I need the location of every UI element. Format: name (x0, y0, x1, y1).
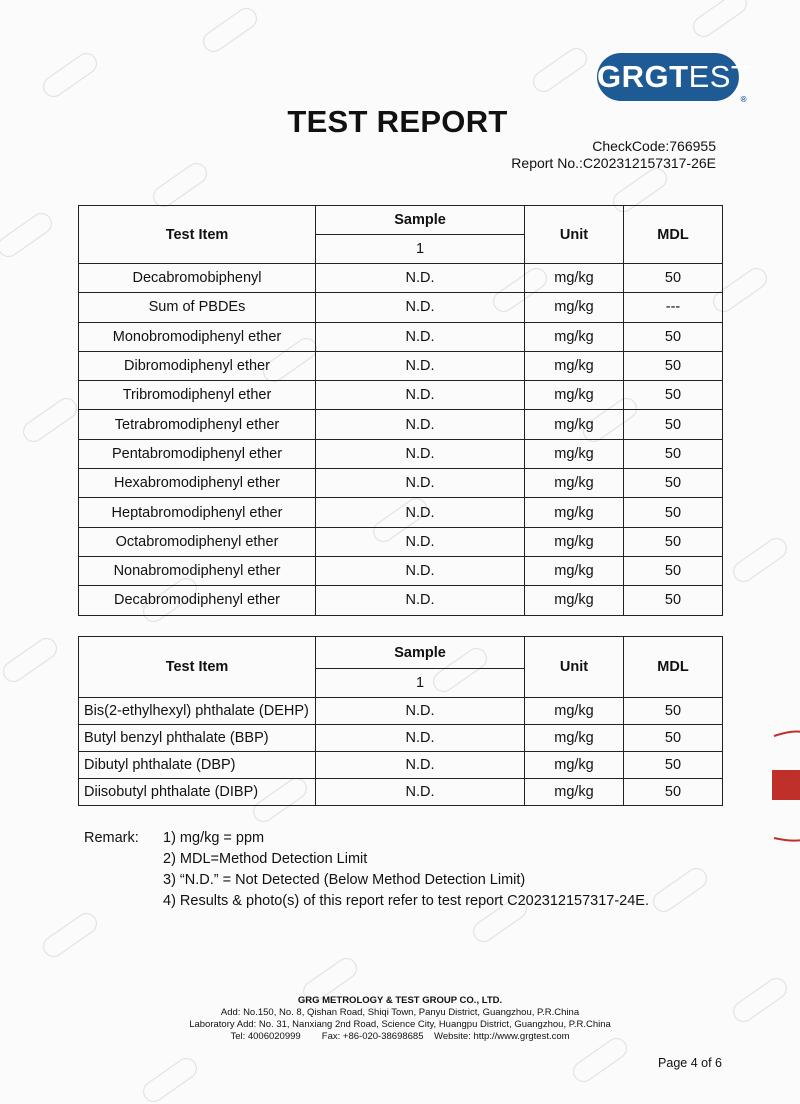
result-cell: N.D. (316, 439, 525, 468)
result-cell: N.D. (316, 527, 525, 556)
mdl-cell: 50 (624, 498, 723, 527)
table-row (79, 698, 723, 725)
unit-cell: mg/kg (525, 322, 624, 351)
unit-cell: mg/kg (525, 264, 624, 293)
stamp-fragment (772, 730, 800, 849)
table-row (79, 410, 723, 439)
table-row (79, 752, 723, 779)
unit-cell: mg/kg (525, 556, 624, 585)
result-cell: N.D. (316, 725, 525, 752)
unit-cell: mg/kg (525, 351, 624, 380)
table-row (79, 322, 723, 351)
result-cell: N.D. (316, 556, 525, 585)
mdl-cell: 50 (624, 752, 723, 779)
mdl-cell: 50 (624, 410, 723, 439)
mdl-cell: 50 (624, 381, 723, 410)
result-cell: N.D. (316, 293, 525, 322)
mdl-cell: 50 (624, 556, 723, 585)
report-number: Report No.:C202312157317-26E (511, 155, 716, 171)
test-item-cell: Pentabromodiphenyl ether (79, 439, 316, 468)
table-row (79, 381, 723, 410)
pbde-results-table (78, 205, 723, 616)
test-item-cell: Bis(2-ethylhexyl) phthalate (DEHP) (79, 698, 316, 725)
test-item-cell: Octabromodiphenyl ether (79, 527, 316, 556)
header-mdl: MDL (624, 637, 723, 698)
remarks-section (84, 828, 649, 912)
page-title: TEST REPORT (287, 104, 508, 139)
test-item-cell: Heptabromodiphenyl ether (79, 498, 316, 527)
remark-item: 2) MDL=Method Detection Limit (163, 851, 368, 867)
table-row (79, 498, 723, 527)
unit-cell: mg/kg (525, 586, 624, 615)
mdl-cell: 50 (624, 264, 723, 293)
remark-item: 4) Results & photo(s) of this report refer to test report C202312157317-24E. (163, 893, 650, 909)
result-cell: N.D. (316, 698, 525, 725)
grgtest-logo (597, 53, 751, 104)
unit-cell: mg/kg (525, 725, 624, 752)
header-sample: Sample (316, 206, 525, 235)
test-item-cell: Tetrabromodiphenyl ether (79, 410, 316, 439)
mdl-cell: 50 (624, 469, 723, 498)
table-row (79, 725, 723, 752)
header-sample: Sample (316, 637, 525, 669)
mdl-cell: --- (624, 293, 723, 322)
test-item-cell: Dibromodiphenyl ether (79, 351, 316, 380)
logo-text-bold: GRGT (597, 59, 689, 94)
remark-item: 1) mg/kg = ppm (163, 830, 265, 846)
unit-cell: mg/kg (525, 381, 624, 410)
header-sample-number: 1 (316, 235, 525, 264)
table-row (79, 556, 723, 585)
result-cell: N.D. (316, 410, 525, 439)
mdl-cell: 50 (624, 439, 723, 468)
unit-cell: mg/kg (525, 439, 624, 468)
test-item-cell: Hexabromodiphenyl ether (79, 469, 316, 498)
result-cell: N.D. (316, 469, 525, 498)
remark-item: 3) “N.D.” = Not Detected (Below Method Detection Limit) (163, 872, 526, 888)
check-code: CheckCode:766955 (592, 138, 716, 154)
unit-cell: mg/kg (525, 698, 624, 725)
mdl-cell: 50 (624, 779, 723, 806)
result-cell: N.D. (316, 322, 525, 351)
test-item-cell: Tribromodiphenyl ether (79, 381, 316, 410)
test-item-cell: Dibutyl phthalate (DBP) (79, 752, 316, 779)
table-row (79, 293, 723, 322)
registered-mark: ® (740, 95, 747, 104)
test-item-cell: Diisobutyl phthalate (DIBP) (79, 779, 316, 806)
footer-lab-address: Laboratory Add: No. 31, Nanxiang 2nd Road, Science City, Huangpu District, Guangzhou, P.R.China (189, 1019, 611, 1030)
header-test-item: Test Item (79, 206, 316, 264)
red-seal-icon (772, 730, 800, 845)
table-row (79, 527, 723, 556)
test-item-cell: Monobromodiphenyl ether (79, 322, 316, 351)
result-cell: N.D. (316, 351, 525, 380)
mdl-cell: 50 (624, 527, 723, 556)
unit-cell: mg/kg (525, 293, 624, 322)
unit-cell: mg/kg (525, 752, 624, 779)
table-row (79, 586, 723, 615)
remark-label: Remark: (84, 830, 139, 846)
result-cell: N.D. (316, 586, 525, 615)
table-row (79, 469, 723, 498)
unit-cell: mg/kg (525, 527, 624, 556)
phthalate-results-table (78, 636, 723, 806)
footer-company: GRG METROLOGY & TEST GROUP CO., LTD. (297, 995, 503, 1006)
table-row (79, 264, 723, 293)
result-cell: N.D. (316, 381, 525, 410)
mdl-cell: 50 (624, 698, 723, 725)
test-item-cell: Decabromobiphenyl (79, 264, 316, 293)
result-cell: N.D. (316, 264, 525, 293)
page-number: Page 4 of 6 (658, 1056, 722, 1070)
footer-address: Add: No.150, No. 8, Qishan Road, Shiqi Town, Panyu District, Guangzhou, P.R.China (220, 1007, 580, 1018)
result-cell: N.D. (316, 779, 525, 806)
result-cell: N.D. (316, 498, 525, 527)
unit-cell: mg/kg (525, 469, 624, 498)
table-row (79, 779, 723, 806)
header-unit: Unit (525, 206, 624, 264)
test-item-cell: Sum of PBDEs (79, 293, 316, 322)
header-sample-number: 1 (316, 669, 525, 698)
unit-cell: mg/kg (525, 410, 624, 439)
test-item-cell: Butyl benzyl phthalate (BBP) (79, 725, 316, 752)
result-cell: N.D. (316, 752, 525, 779)
mdl-cell: 50 (624, 725, 723, 752)
test-item-cell: Decabromodiphenyl ether (79, 586, 316, 615)
header-unit: Unit (525, 637, 624, 698)
footer-contact: Tel: 4006020999 Fax: +86-020-38698685 Website: http://www.grgtest.com (230, 1031, 570, 1042)
unit-cell: mg/kg (525, 779, 624, 806)
mdl-cell: 50 (624, 586, 723, 615)
table-row (79, 351, 723, 380)
header-test-item: Test Item (79, 637, 316, 698)
test-item-cell: Nonabromodiphenyl ether (79, 556, 316, 585)
header-mdl: MDL (624, 206, 723, 264)
logo-text-thin: EST (688, 59, 751, 94)
table-row (79, 439, 723, 468)
unit-cell: mg/kg (525, 498, 624, 527)
mdl-cell: 50 (624, 351, 723, 380)
footer (0, 995, 800, 1043)
mdl-cell: 50 (624, 322, 723, 351)
